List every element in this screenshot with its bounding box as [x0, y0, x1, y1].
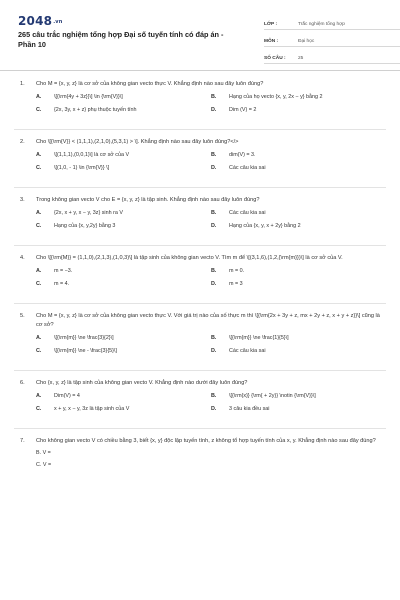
question-divider	[14, 428, 386, 429]
option-a[interactable]	[36, 151, 211, 160]
question-number: 2.	[20, 139, 25, 145]
option-letter: D.	[211, 107, 217, 113]
option-text: dim(V) = 3.	[229, 152, 256, 158]
option-text: Dim(V) = 4	[54, 393, 80, 399]
logo-suffix: .vn	[53, 18, 63, 25]
option-d[interactable]	[211, 222, 386, 231]
meta-value: Trắc nghiệm tổng hợp	[298, 22, 345, 27]
option-c[interactable]	[36, 347, 211, 356]
option-letter: D.	[211, 348, 217, 354]
meta-value: 25	[298, 56, 304, 61]
question-item	[14, 379, 386, 418]
option-b[interactable]	[211, 392, 386, 401]
option-d[interactable]	[211, 280, 386, 289]
question-item	[14, 254, 386, 293]
question-text: Cho \[{\rm{V}} < (1,1,1),(2,1,0),(5,3,1) > \]. Khẳng định nào sau đây luôn đúng?</>	[36, 139, 239, 145]
option-a[interactable]	[36, 334, 211, 343]
option-letter: B.	[211, 335, 217, 341]
option-b[interactable]	[211, 334, 386, 343]
option-text: \[(1,0, - 1) \in {\rm{V}} \]	[54, 165, 110, 171]
option-text: Dim (V) = 2	[229, 107, 257, 113]
option-letter: B.	[211, 152, 217, 158]
question-number: 7.	[20, 438, 25, 444]
question-divider	[14, 370, 386, 371]
option-a[interactable]	[36, 267, 211, 276]
option-a[interactable]	[36, 209, 211, 218]
option-d[interactable]	[211, 164, 386, 173]
option-b[interactable]	[211, 93, 386, 102]
question-item	[14, 138, 386, 177]
option-text: {2x, 3y, x + z} phụ thuộc tuyến tính	[54, 107, 137, 113]
meta-key: SỐ CÂU :	[264, 56, 286, 61]
option-d[interactable]	[211, 106, 386, 115]
question-text: Cho không gian vecto V có chiều bằng 3, biết {x, y} độc lập tuyến tính, z không tổ hợp tuyến tính của x, y. Khẳng định nào sau đây đúng?	[36, 438, 376, 444]
option-c[interactable]	[36, 222, 211, 231]
page-title: 265 câu trắc nghiệm tổng hợp Đại số tuyến tính có đáp án - Phần 10	[18, 30, 224, 49]
question-item	[14, 80, 386, 119]
option-letter: A.	[36, 393, 42, 399]
option-letter: C.	[36, 107, 42, 113]
question-number: 4.	[20, 255, 25, 261]
option-b[interactable]	[211, 209, 386, 218]
question-number: 6.	[20, 380, 25, 386]
option-text: 3 câu kia đều sai	[229, 406, 270, 412]
header-divider	[0, 70, 400, 71]
meta-row-class	[264, 16, 400, 30]
option-letter: A.	[36, 210, 42, 216]
option-text: \[(1,1,1),(0,0,1)\] là cơ sở của V	[54, 152, 130, 158]
option-text: Hạng của họ vecto {x, y, 2x − y} bằng 2	[229, 94, 323, 100]
option-text: m = −3.	[54, 268, 73, 274]
option-letter: B.	[211, 210, 217, 216]
option-text: Các câu kia sai	[229, 165, 266, 171]
option-a[interactable]	[36, 392, 211, 401]
option-text: \[{\rm{m}} \ne \frac{1}{5}\]	[229, 335, 289, 341]
option-text: Các câu kia sai	[229, 348, 266, 354]
option-letter: C.	[36, 281, 42, 287]
option-letter: B.	[211, 393, 217, 399]
option-letter: A.	[36, 268, 42, 274]
option-text: Hạng của {x, y,2y} bằng 3	[54, 223, 116, 229]
option-text: x + y, x − y, 3z là tập sinh của V	[54, 406, 130, 412]
logo-text: 2048	[18, 14, 53, 28]
question-number: 3.	[20, 197, 25, 203]
option-d[interactable]	[211, 347, 386, 356]
question-text: Cho M = {x, y, z} là cơ sở của không gian vecto thực V. Khẳng định nào sau đây luôn đúng?	[36, 81, 264, 87]
option-letter: D.	[211, 223, 217, 229]
site-logo[interactable]	[18, 14, 63, 28]
option-list	[14, 151, 386, 177]
question-item	[14, 196, 386, 235]
option-text: m = 4.	[54, 281, 70, 287]
option-letter: B.	[211, 94, 217, 100]
option-letter: B.	[211, 268, 217, 274]
option-letter: C.	[36, 223, 42, 229]
option-letter: D.	[211, 406, 217, 412]
question-text: Cho {x, y, z} là tập sinh của không gian vecto V. Khẳng định nào dưới đây luôn đúng?	[36, 380, 248, 386]
question-list	[14, 80, 386, 480]
document-header	[14, 0, 386, 62]
option-c[interactable]	[36, 164, 211, 173]
option-letter: A.	[36, 152, 42, 158]
question-item	[14, 437, 386, 470]
meta-key: MÔN :	[264, 39, 279, 44]
option-letter: D.	[211, 165, 217, 171]
option-letter: C.	[36, 348, 42, 354]
meta-key: LỚP :	[264, 22, 278, 27]
option-letter: A.	[36, 94, 42, 100]
question-text: Cho M = {x, y, z} là cơ sở của không gian vecto thực V. Với giá trị nào của số thực m thì \[{\rm{2x + 3y + z, mx + 2y + z, x + y + z}}\] cũng là cơ sở?	[36, 313, 380, 328]
option-text: {2x, x + y, x − y, 3z} sinh ra V	[54, 210, 124, 216]
option-b[interactable]	[211, 151, 386, 160]
option-list	[14, 209, 386, 235]
option-list	[14, 267, 386, 293]
option-text: m = 3	[229, 281, 243, 287]
option-c[interactable]	[36, 106, 211, 115]
question-divider	[14, 303, 386, 304]
question-number: 1.	[20, 81, 25, 87]
option-a[interactable]	[36, 93, 211, 102]
option-text: \[{\rm{m}} \ne \frac{3}{2}\]	[54, 335, 114, 341]
answer-line-c[interactable]: C. V =	[36, 462, 52, 468]
question-number: 5.	[20, 313, 25, 319]
option-letter: C.	[36, 165, 42, 171]
option-letter: D.	[211, 281, 217, 287]
option-text: Các câu kia sai	[229, 210, 266, 216]
meta-row-subject	[264, 33, 400, 47]
option-text: m = 0.	[229, 268, 245, 274]
question-divider	[14, 245, 386, 246]
option-b[interactable]	[211, 267, 386, 276]
option-text: \[{\rm{4y + 3z}}\] \in {\rm{V}}\]	[54, 94, 123, 100]
option-text: \[{\rm{x}} {\rm{ + 2y}} \notin {\rm{V}}\]	[229, 393, 316, 399]
option-list	[14, 392, 386, 418]
option-list	[14, 334, 386, 360]
option-list	[14, 93, 386, 119]
meta-value: Đại học	[298, 39, 315, 44]
option-c[interactable]	[36, 405, 211, 414]
meta-row-count	[264, 50, 400, 64]
option-text: \[{\rm{m}} \ne - \frac{3}{5}\]	[54, 348, 117, 354]
question-text: Trong không gian vecto V cho E = {x, y, z} là tập sinh. Khẳng định nào sau đây luôn đúng?	[36, 197, 260, 203]
question-text: Cho \[{\rm{M}} = (1,1,0),(2,1,3),(1,0,3)\] là tập sinh của không gian vecto V. Tìm m để \[(3,1,6),(1,2,{\rm{m}})\] là cơ sở của V.	[36, 255, 343, 261]
question-divider	[14, 129, 386, 130]
option-c[interactable]	[36, 280, 211, 289]
meta-table	[264, 16, 400, 67]
question-item	[14, 312, 386, 360]
answer-line-b[interactable]: B. V =	[36, 450, 51, 456]
option-d[interactable]	[211, 405, 386, 414]
option-letter: A.	[36, 335, 42, 341]
option-text: Hạng của {x, y, x + 2y} bằng 2	[229, 223, 301, 229]
question-divider	[14, 187, 386, 188]
option-letter: C.	[36, 406, 42, 412]
